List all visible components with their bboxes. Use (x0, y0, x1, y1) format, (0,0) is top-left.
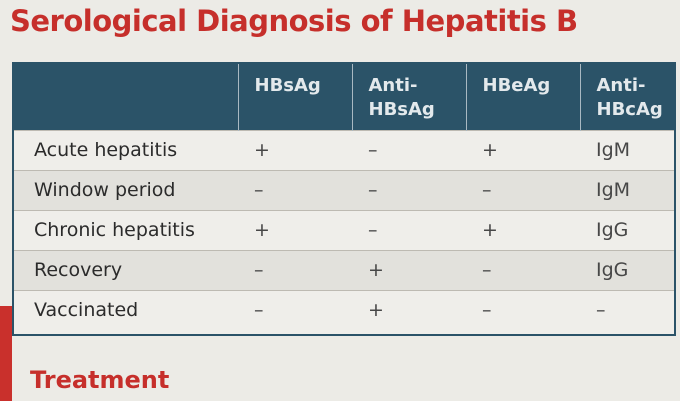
page-edge-accent (0, 306, 12, 401)
row-label: Window period (14, 170, 238, 210)
cell-anti-hbsag: – (352, 170, 466, 210)
row-label: Recovery (14, 250, 238, 290)
page-title: Serological Diagnosis of Hepatitis B (10, 4, 578, 38)
row-label: Chronic hepatitis (14, 210, 238, 250)
table-row (14, 130, 674, 170)
serology-table (14, 64, 674, 330)
cell-anti-hbcag: IgM (580, 130, 674, 170)
row-label: Vaccinated (14, 290, 238, 330)
cell-hbsag: – (238, 170, 352, 210)
header-hbeag: HBeAg (466, 64, 580, 130)
row-label: Acute hepatitis (14, 130, 238, 170)
cell-hbeag: + (466, 130, 580, 170)
serology-table-container (12, 62, 676, 336)
cell-hbeag: – (466, 290, 580, 330)
cell-anti-hbsag: + (352, 250, 466, 290)
cell-hbsag: – (238, 250, 352, 290)
cell-hbsag: – (238, 290, 352, 330)
cell-hbsag: + (238, 130, 352, 170)
cell-anti-hbcag: IgM (580, 170, 674, 210)
cell-anti-hbcag: IgG (580, 210, 674, 250)
header-anti-hbsag: Anti- HBsAg (352, 64, 466, 130)
header-anti-hbcag: Anti- HBcAg (580, 64, 674, 130)
cell-anti-hbsag: – (352, 210, 466, 250)
table-row (14, 170, 674, 210)
table-row (14, 290, 674, 330)
header-condition (14, 64, 238, 130)
table-header-row (14, 64, 674, 130)
table-row (14, 250, 674, 290)
cell-anti-hbcag: IgG (580, 250, 674, 290)
cell-anti-hbcag: – (580, 290, 674, 330)
header-hbsag: HBsAg (238, 64, 352, 130)
cell-hbeag: + (466, 210, 580, 250)
section-heading-treatment: Treatment (30, 366, 170, 394)
cell-anti-hbsag: – (352, 130, 466, 170)
table-row (14, 210, 674, 250)
cell-hbsag: + (238, 210, 352, 250)
cell-hbeag: – (466, 250, 580, 290)
cell-anti-hbsag: + (352, 290, 466, 330)
cell-hbeag: – (466, 170, 580, 210)
